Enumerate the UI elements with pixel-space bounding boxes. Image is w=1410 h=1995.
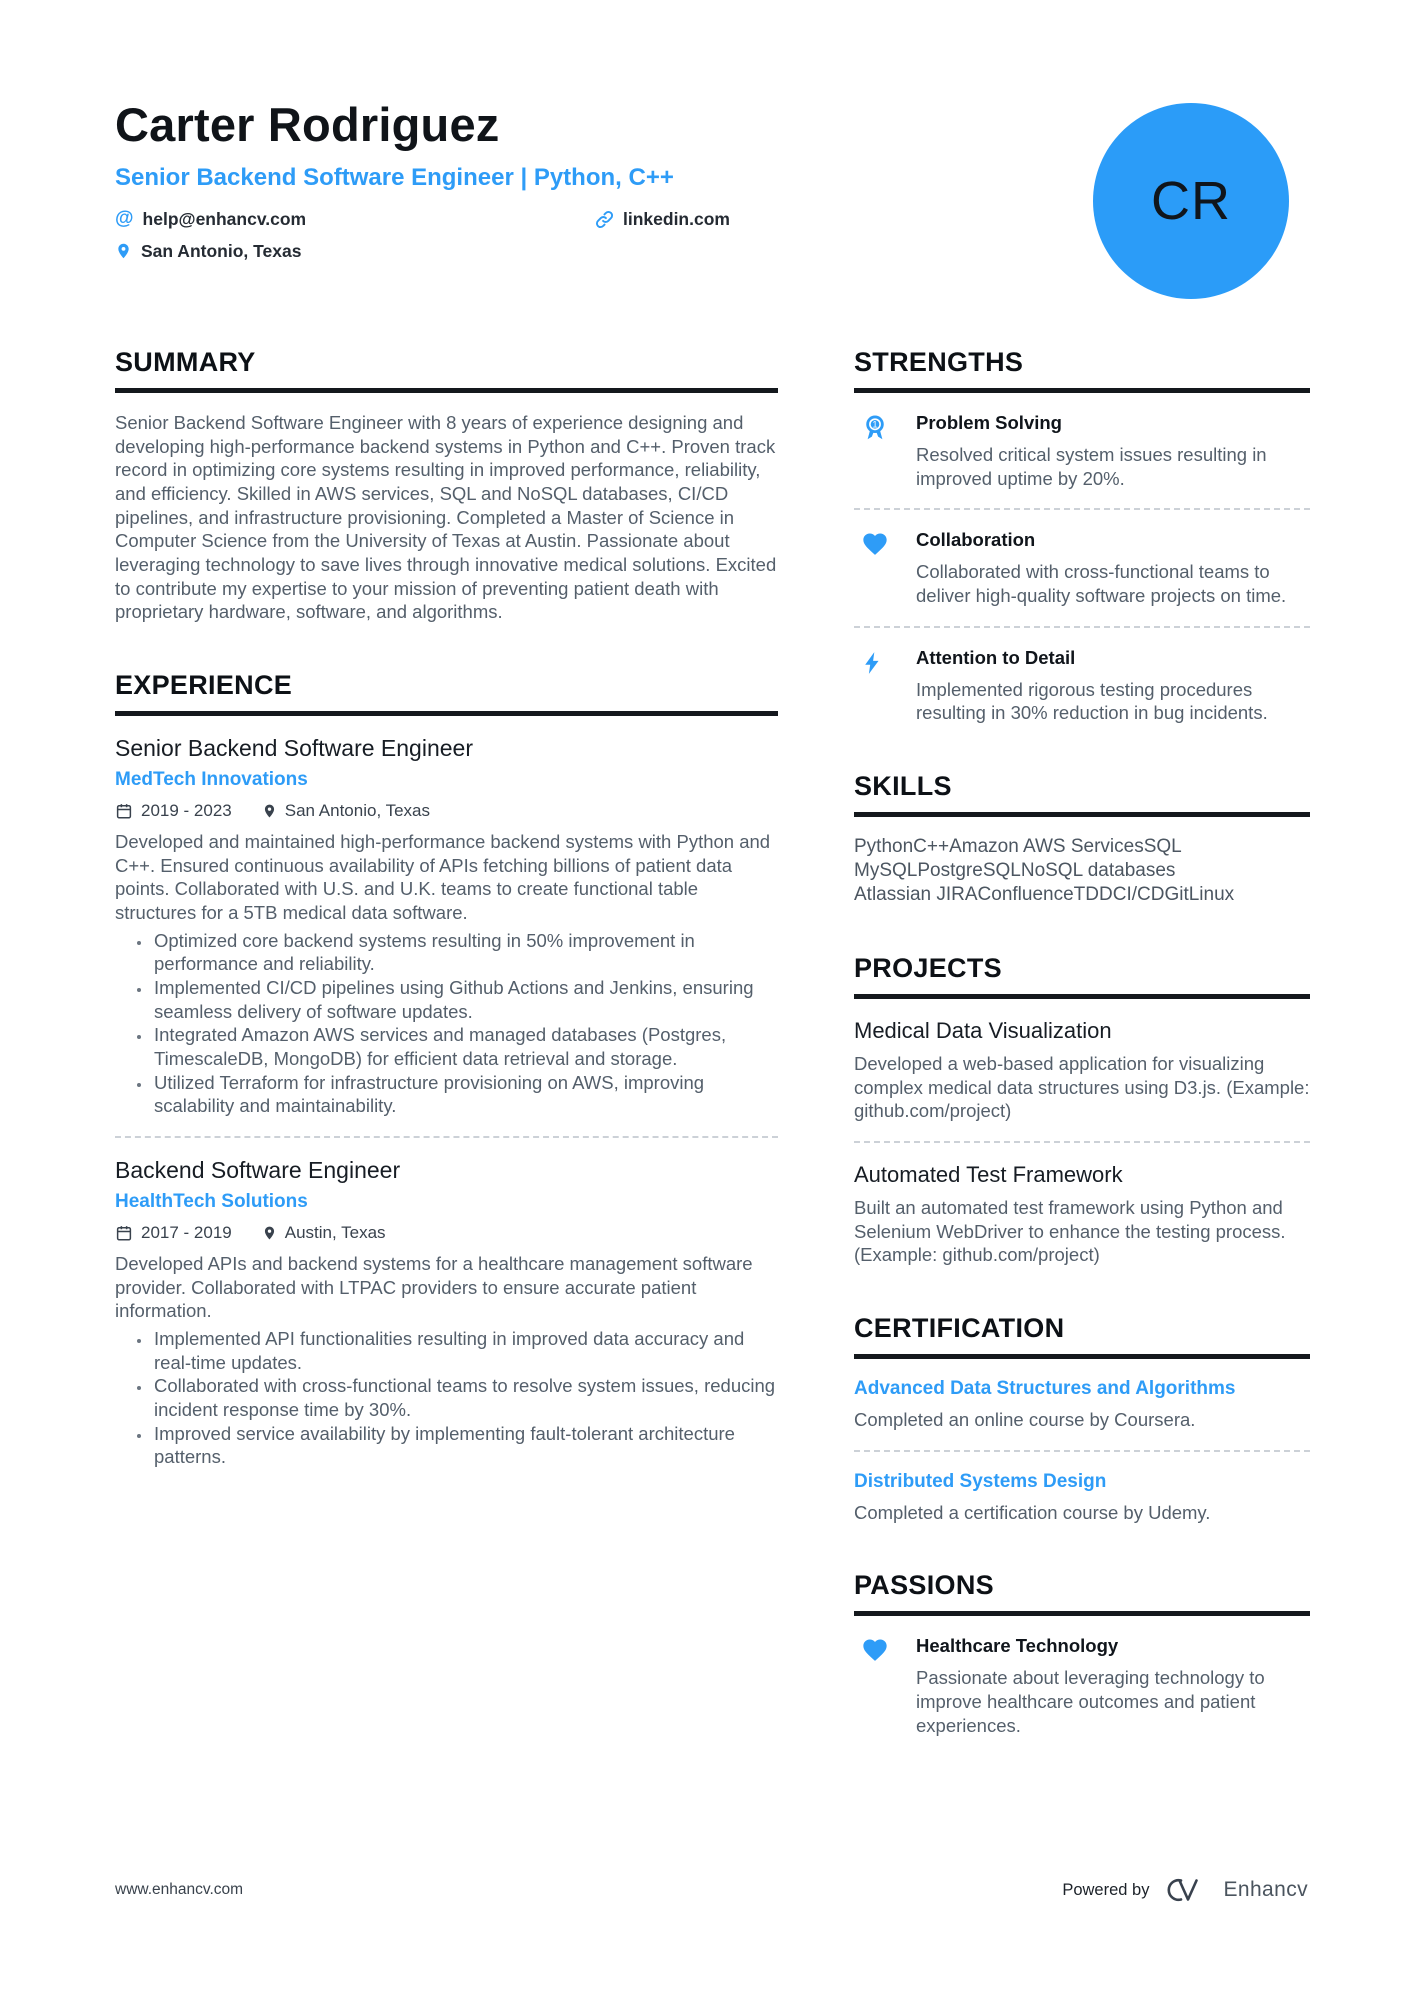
project-item xyxy=(854,1161,1310,1267)
strength-item xyxy=(854,646,1310,725)
medal-icon xyxy=(860,413,890,443)
powered-by-text: Powered by xyxy=(1062,1880,1150,1899)
project-title: Medical Data Visualization xyxy=(854,1017,1112,1043)
skills-text: PythonC++Amazon AWS ServicesSQL xyxy=(854,836,1182,858)
job-entry xyxy=(115,1156,778,1469)
heart-icon xyxy=(860,1636,890,1664)
enhancv-wordmark: Enhancv xyxy=(1223,1878,1308,1901)
job-bullet: • Implemented API functionalities resulting in improved data accuracy and real-time updates. xyxy=(152,1327,778,1374)
resume-header xyxy=(115,98,1308,263)
strength-text: Implemented rigorous testing procedures resulting in 30% reduction in bug incidents. xyxy=(916,678,1268,724)
heart-icon xyxy=(860,530,890,558)
company-link[interactable]: MedTech Innovations xyxy=(115,769,308,791)
summary-text: Senior Backend Software Engineer with 8 years of experience designing and developing high-performance backend systems in Python and C++. Proven track record in optimizing core systems resulting in improved performance, reliability, and efficiency. Skilled in AWS services, SQL and NoSQL databases, CI/CD pipelines, and infrastructure provisioning. Completed a Master of Science in Computer Science from the University of Texas at Austin. Passionate about leveraging technology to save lives through innovative medical solutions. Excited to contribute my expertise to your mission of preventing patient death with proprietary hardware, software, and algorithms. xyxy=(115,412,777,623)
project-item xyxy=(854,1017,1310,1123)
skills-text: MySQLPostgreSQLNoSQL databases xyxy=(854,859,1176,881)
job-bullet: • Optimized core backend systems resulting in 50% improvement in performance and reliability. xyxy=(152,929,778,976)
strength-divider xyxy=(854,626,1310,628)
project-divider xyxy=(854,1141,1310,1143)
contact-email-text: help@enhancv.com xyxy=(142,208,307,229)
job-location xyxy=(262,801,430,821)
content-columns xyxy=(115,347,1308,1783)
job-bullet: • Improved service availability by implementing fault-tolerant architecture patterns. xyxy=(152,1422,778,1469)
strength-item xyxy=(854,411,1310,490)
page-footer xyxy=(115,1876,1308,1904)
avatar-initials: CR xyxy=(1151,171,1231,231)
certification-section xyxy=(854,1313,1310,1524)
job-location-text: Austin, Texas xyxy=(284,1223,386,1243)
pin-icon xyxy=(262,1224,277,1242)
passions-section xyxy=(854,1570,1310,1737)
avatar xyxy=(1093,103,1289,299)
summary-heading: SUMMARY xyxy=(115,347,778,393)
certification-item xyxy=(854,1470,1310,1525)
passions-heading: PASSIONS xyxy=(854,1570,1310,1616)
skills-text: Atlassian JIRAConfluenceTDDCI/CDGitLinux xyxy=(854,883,1235,905)
certification-text: Completed an online course by Coursera. xyxy=(854,1408,1196,1430)
enhancv-logo-icon xyxy=(1163,1876,1209,1904)
job-dates-text: 2017 - 2019 xyxy=(141,1223,232,1243)
contact-linkedin-text: linkedin.com xyxy=(623,208,730,229)
link-icon xyxy=(595,210,614,229)
job-title: Senior Backend Software Engineer xyxy=(115,735,473,762)
skills-heading: SKILLS xyxy=(854,771,1310,817)
certification-text: Completed a certification course by Udemy. xyxy=(854,1501,1211,1523)
svg-text:1: 1 xyxy=(872,419,878,430)
strengths-section xyxy=(854,347,1310,725)
strength-title: Collaboration xyxy=(916,529,1036,551)
calendar-icon xyxy=(115,1224,133,1242)
contact-email[interactable] xyxy=(115,208,595,230)
job-title: Backend Software Engineer xyxy=(115,1157,401,1184)
job-bullet: • Collaborated with cross-functional teams to resolve system issues, reducing incident response time by 30%. xyxy=(152,1374,778,1421)
experience-heading: EXPERIENCE xyxy=(115,670,778,716)
certification-item xyxy=(854,1377,1310,1432)
company-link[interactable]: HealthTech Solutions xyxy=(115,1191,308,1213)
job-dates xyxy=(115,801,232,821)
certification-title-link[interactable]: Advanced Data Structures and Algorithms xyxy=(854,1377,1236,1399)
job-divider xyxy=(115,1136,778,1138)
strengths-heading: STRENGTHS xyxy=(854,347,1310,393)
job-meta xyxy=(115,801,778,821)
strength-text: Resolved critical system issues resulting in improved uptime by 20%. xyxy=(916,444,1267,489)
job-bullet: • Implemented CI/CD pipelines using Github Actions and Jenkins, ensuring seamless delivery of software updates. xyxy=(152,976,778,1023)
job-summary: Developed APIs and backend systems for a healthcare management software provider. Collaborated with LTPAC providers to ensure accurate patient information. xyxy=(115,1253,753,1322)
at-icon: @ xyxy=(115,208,134,229)
job-meta xyxy=(115,1223,778,1243)
strength-divider xyxy=(854,508,1310,510)
powered-by-block[interactable] xyxy=(1062,1876,1308,1904)
person-name: Carter Rodriguez xyxy=(115,98,500,151)
job-bullet-list xyxy=(115,1327,778,1469)
passion-title: Healthcare Technology xyxy=(916,1635,1119,1657)
job-summary: Developed and maintained high-performance backend systems with Python and C++. Ensured continuous availability of APIs fetching billions of patient data points. Collaborated with U.S. and U.K. teams to create functional table structures for a 5TB medical data software. xyxy=(115,831,771,924)
experience-section xyxy=(115,670,778,1469)
strength-item xyxy=(854,528,1310,607)
projects-heading: PROJECTS xyxy=(854,953,1310,999)
strength-title: Problem Solving xyxy=(916,412,1062,433)
job-dates-text: 2019 - 2023 xyxy=(141,801,232,821)
left-column xyxy=(115,347,778,1783)
certification-heading: CERTIFICATION xyxy=(854,1313,1310,1359)
passion-text: Passionate about leveraging technology to improve healthcare outcomes and patient experiences. xyxy=(916,1667,1265,1736)
calendar-icon xyxy=(115,802,133,820)
job-bullet: • Integrated Amazon AWS services and managed databases (Postgres, TimescaleDB, MongoDB) for efficient data retrieval and storage. xyxy=(152,1023,778,1070)
passion-item xyxy=(854,1634,1310,1737)
contact-location xyxy=(115,241,301,262)
strength-title: Attention to Detail xyxy=(916,646,1076,668)
project-text: Developed a web-based application for visualizing complex medical data structures using D3.js. (Example: github.com/project) xyxy=(854,1052,1310,1122)
job-headline: Senior Backend Software Engineer | Python, C++ xyxy=(115,164,674,191)
contact-location-text: San Antonio, Texas xyxy=(141,240,302,261)
skills-section xyxy=(854,771,1310,907)
summary-section xyxy=(115,347,778,624)
project-title: Automated Test Framework xyxy=(854,1161,1123,1187)
job-dates xyxy=(115,1223,232,1243)
job-location xyxy=(262,1223,386,1243)
strength-text: Collaborated with cross-functional teams to deliver high-quality software projects on time. xyxy=(916,561,1287,607)
contact-linkedin[interactable] xyxy=(595,209,730,230)
job-location-text: San Antonio, Texas xyxy=(284,801,430,821)
project-text: Built an automated test framework using Python and Selenium WebDriver to enhance the testing process. (Example: github.com/project) xyxy=(854,1196,1286,1266)
job-bullet-list xyxy=(115,929,778,1118)
certification-divider xyxy=(854,1450,1310,1452)
right-column xyxy=(854,347,1310,1783)
pin-icon xyxy=(262,802,277,820)
bolt-icon xyxy=(860,648,890,678)
job-entry xyxy=(115,734,778,1118)
certification-title-link[interactable]: Distributed Systems Design xyxy=(854,1470,1107,1492)
location-pin-icon xyxy=(115,241,132,261)
site-link[interactable]: www.enhancv.com xyxy=(115,1881,244,1898)
job-bullet: • Utilized Terraform for infrastructure provisioning on AWS, improving scalability and maintainability. xyxy=(152,1071,778,1118)
projects-section xyxy=(854,953,1310,1267)
